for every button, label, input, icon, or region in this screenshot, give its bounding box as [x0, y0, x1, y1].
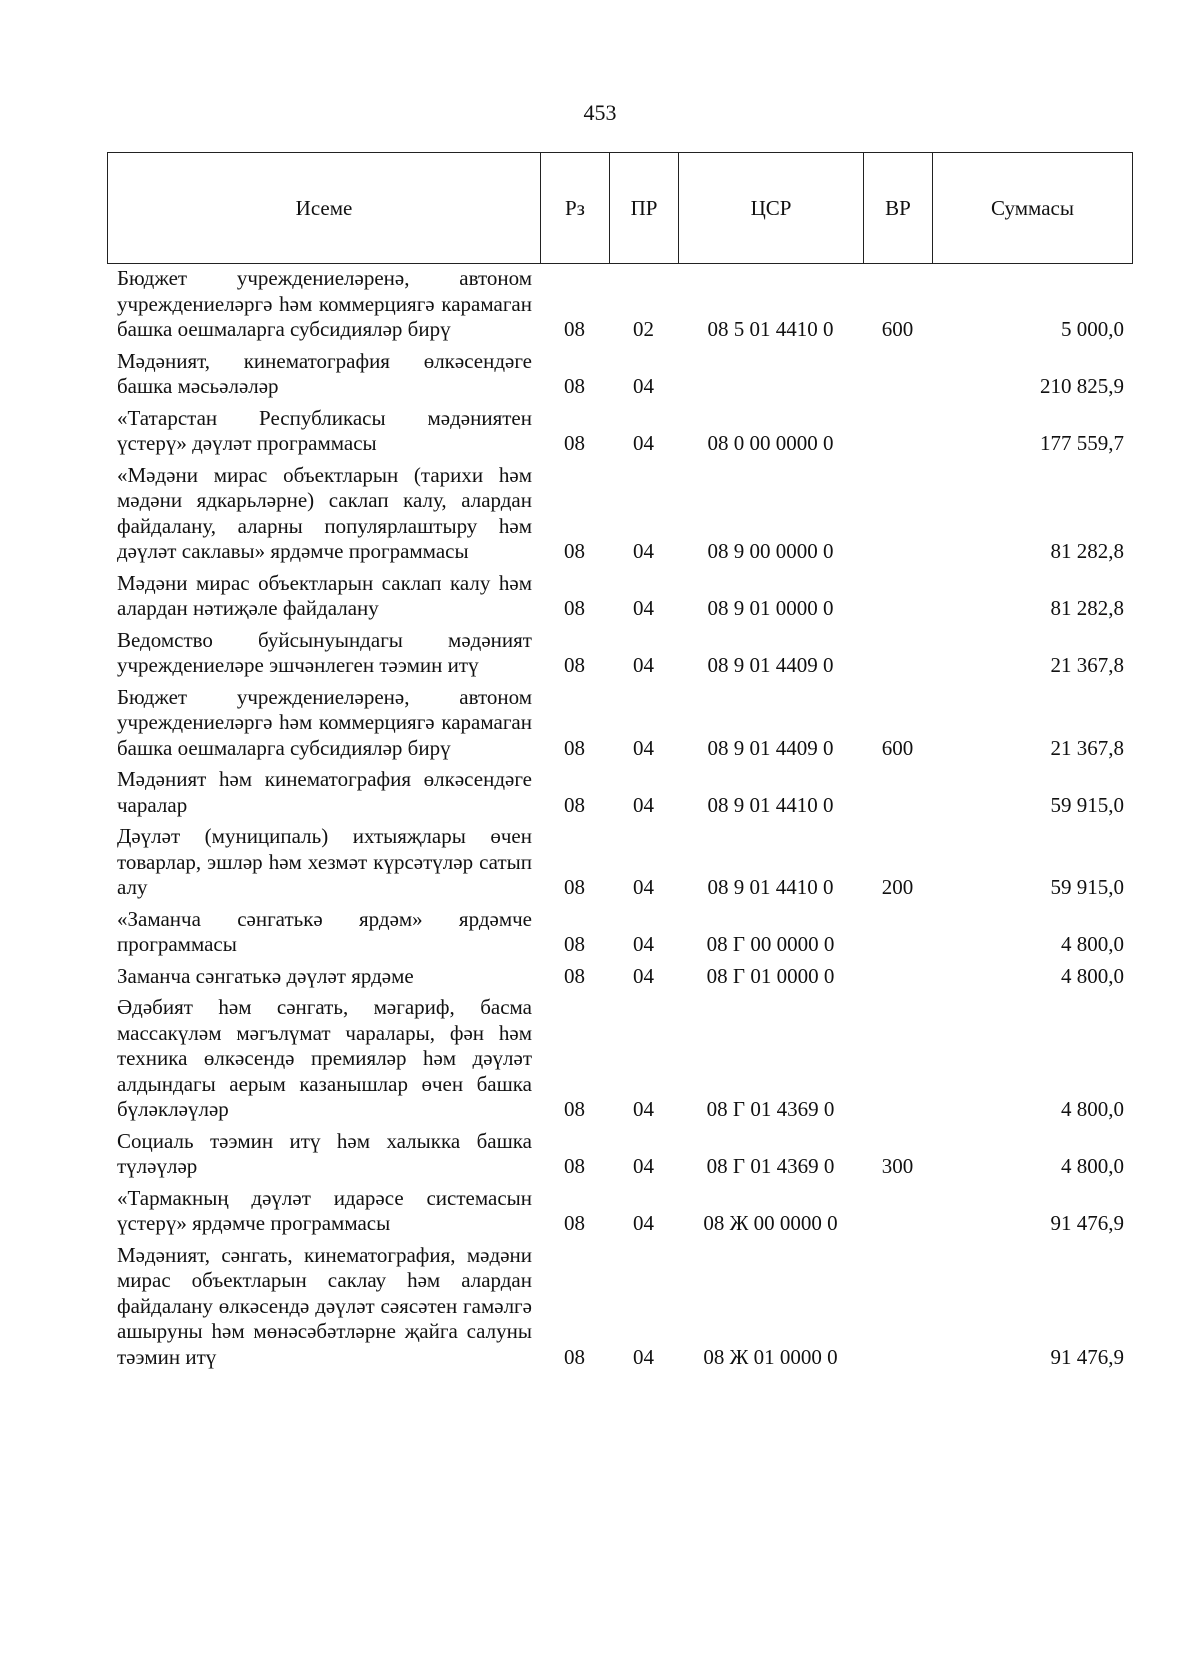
row-rz: 08 — [564, 792, 585, 817]
row-pr: 04 — [633, 963, 654, 988]
table-row — [107, 818, 1132, 901]
table-body — [107, 266, 1132, 1370]
row-vr — [863, 1180, 932, 1237]
row-vr — [863, 400, 932, 457]
row-vr — [863, 457, 932, 565]
row-rz: 08 — [564, 431, 585, 455]
row-csr: 08 9 01 4409 0 — [707, 735, 834, 760]
row-name: «Заманча сәнгатькә ярдәм» ярдәмче программасы — [117, 906, 532, 956]
row-vr: 300 — [881, 1154, 914, 1178]
row-rz: 08 — [564, 1211, 585, 1235]
row-vr — [863, 761, 932, 818]
row-vr — [863, 565, 932, 622]
row-pr: 04 — [633, 875, 654, 899]
table-row — [107, 1180, 1132, 1237]
row-vr — [863, 958, 932, 990]
row-rz: 08 — [564, 1154, 585, 1178]
row-csr: 08 Ж 01 0000 0 — [703, 1344, 838, 1369]
table-row — [107, 457, 1132, 565]
column-header-csr: ЦСР — [679, 153, 864, 264]
row-csr: 08 9 00 0000 0 — [707, 539, 834, 563]
row-vr: 200 — [881, 875, 914, 899]
row-name: Мәдәният, сәнгать, кинематография, мәдәни мирас объектларын саклау һәм алардан файдалану өлкәсендә дәүләт сәясәтен гамәлгә ашыруны һәм мөнәсәбәтләрне җайга салуны тәэмин итү — [117, 1242, 532, 1369]
row-name: Мәдәният, кинематография өлкәсендәге башка мәсьәләләр — [117, 348, 532, 398]
row-sum: 59 915,0 — [1050, 792, 1124, 817]
row-pr: 04 — [633, 1211, 654, 1235]
row-csr: 08 9 01 4409 0 — [707, 653, 834, 677]
row-pr: 04 — [633, 1097, 654, 1121]
row-sum: 81 282,8 — [1050, 539, 1124, 563]
row-sum: 91 476,9 — [1050, 1211, 1124, 1235]
budget-table — [107, 266, 1132, 1370]
row-pr: 02 — [633, 317, 654, 341]
table-row — [107, 958, 1132, 990]
row-name: Мәдәни мирас объектларын саклап калу һәм алардан нәтиҗәле файдалану — [117, 570, 532, 620]
column-header-pr: ПР — [610, 153, 679, 264]
row-csr: 08 5 01 4410 0 — [707, 317, 834, 341]
row-vr — [863, 622, 932, 679]
row-name: «Мәдәни мирас объектларын (тарихи һәм мәдәни ядкарьләрне) саклап калу, алардан файдалану, аларны популярлаштыру һәм дәүләт саклавы» ярдәмче программасы — [117, 462, 532, 563]
row-csr: 08 Г 01 0000 0 — [706, 963, 835, 988]
row-rz: 08 — [564, 963, 585, 988]
table-row — [107, 266, 1132, 343]
row-rz: 08 — [564, 374, 585, 398]
row-rz: 08 — [564, 735, 585, 760]
row-csr: 08 0 00 0000 0 — [707, 431, 834, 455]
table-row — [107, 761, 1132, 818]
table-row — [107, 1123, 1132, 1180]
column-header-rz: Рз — [541, 153, 610, 264]
row-pr: 04 — [633, 792, 654, 817]
column-header-vr: ВР — [864, 153, 933, 264]
row-name: «Тармакның дәүләт идарәсе системасын үстерү» ярдәмче программасы — [117, 1185, 532, 1235]
page-number: 453 — [583, 100, 617, 125]
row-rz: 08 — [564, 1344, 585, 1369]
row-pr: 04 — [633, 596, 654, 620]
table-row — [107, 679, 1132, 762]
table-row — [107, 565, 1132, 622]
row-pr: 04 — [633, 735, 654, 760]
row-sum: 21 367,8 — [1050, 653, 1124, 677]
row-name: Дәүләт (муниципаль) ихтыяҗлары өчен товарлар, эшләр һәм хезмәт күрсәтүләр сатып алу — [117, 824, 532, 899]
row-sum: 91 476,9 — [1050, 1344, 1124, 1369]
row-vr: 600 — [881, 317, 914, 341]
row-sum: 21 367,8 — [1050, 735, 1124, 760]
row-sum: 4 800,0 — [1061, 932, 1124, 956]
row-pr: 04 — [633, 1344, 654, 1369]
row-vr: 600 — [881, 735, 914, 760]
header-row — [108, 153, 1133, 264]
row-sum: 59 915,0 — [1050, 875, 1124, 899]
row-sum: 210 825,9 — [1040, 374, 1124, 398]
column-header-name: Исеме — [108, 153, 541, 264]
table-row — [107, 343, 1132, 400]
row-pr: 04 — [633, 932, 654, 956]
row-csr — [678, 343, 863, 400]
row-csr: 08 9 01 4410 0 — [707, 875, 834, 899]
row-name: Социаль тәэмин итү һәм халыкка башка түләүләр — [117, 1128, 532, 1178]
row-rz: 08 — [564, 653, 585, 677]
row-vr — [863, 343, 932, 400]
table-row — [107, 989, 1132, 1123]
row-name: Бюджет учреждениеләренә, автоном учреждениеләргә һәм коммерциягә карамаган башка оешмаларга субсидияләр бирү — [117, 266, 532, 341]
row-vr — [863, 901, 932, 958]
row-name: Мәдәният һәм кинематография өлкәсендәге чаралар — [117, 767, 532, 817]
column-header-sum: Суммасы — [933, 153, 1133, 264]
row-csr: 08 Г 00 0000 0 — [706, 932, 835, 956]
row-sum: 4 800,0 — [1061, 1154, 1124, 1178]
row-name: Ведомство буйсынуындагы мәдәният учреждениеләре эшчәнлеген тәэмин итү — [117, 627, 532, 677]
row-rz: 08 — [564, 596, 585, 620]
row-rz: 08 — [564, 317, 585, 341]
table-row — [107, 1237, 1132, 1371]
table-row — [107, 622, 1132, 679]
row-rz: 08 — [564, 539, 585, 563]
row-rz: 08 — [564, 932, 585, 956]
row-sum: 4 800,0 — [1061, 963, 1124, 988]
row-vr — [863, 989, 932, 1123]
row-pr: 04 — [633, 539, 654, 563]
row-rz: 08 — [564, 1097, 585, 1121]
table-row — [107, 901, 1132, 958]
row-csr: 08 Г 01 4369 0 — [706, 1097, 835, 1121]
row-sum: 5 000,0 — [1061, 317, 1124, 341]
row-sum: 81 282,8 — [1050, 596, 1124, 620]
row-pr: 04 — [633, 653, 654, 677]
row-pr: 04 — [633, 1154, 654, 1178]
row-csr: 08 Г 01 4369 0 — [706, 1154, 835, 1178]
row-pr: 04 — [633, 374, 654, 398]
row-name: Бюджет учреждениеләренә, автоном учреждениеләргә һәм коммерциягә карамаган башка оешмаларга субсидияләр бирү — [117, 684, 532, 760]
row-csr: 08 9 01 0000 0 — [707, 596, 834, 620]
row-sum: 177 559,7 — [1040, 431, 1124, 455]
row-name: Заманча сәнгатькә дәүләт ярдәме — [117, 963, 414, 988]
row-name: «Татарстан Республикасы мәдәниятен үстерү» дәүләт программасы — [117, 405, 532, 455]
row-name: Әдәбият һәм сәнгать, мәгариф, басма массакүләм мәгълүмат чаралары, фән һәм техника өлкәсендә премияләр һәм дәүләт алдындагы аерым казанышлар өчен башка бүләкләүләр — [117, 995, 532, 1121]
table-row — [107, 400, 1132, 457]
row-sum: 4 800,0 — [1061, 1097, 1124, 1121]
row-rz: 08 — [564, 875, 585, 899]
row-vr — [863, 1237, 932, 1371]
table-header — [107, 152, 1133, 264]
row-csr: 08 Ж 00 0000 0 — [703, 1211, 838, 1235]
row-csr: 08 9 01 4410 0 — [707, 792, 834, 817]
row-pr: 04 — [633, 431, 654, 455]
